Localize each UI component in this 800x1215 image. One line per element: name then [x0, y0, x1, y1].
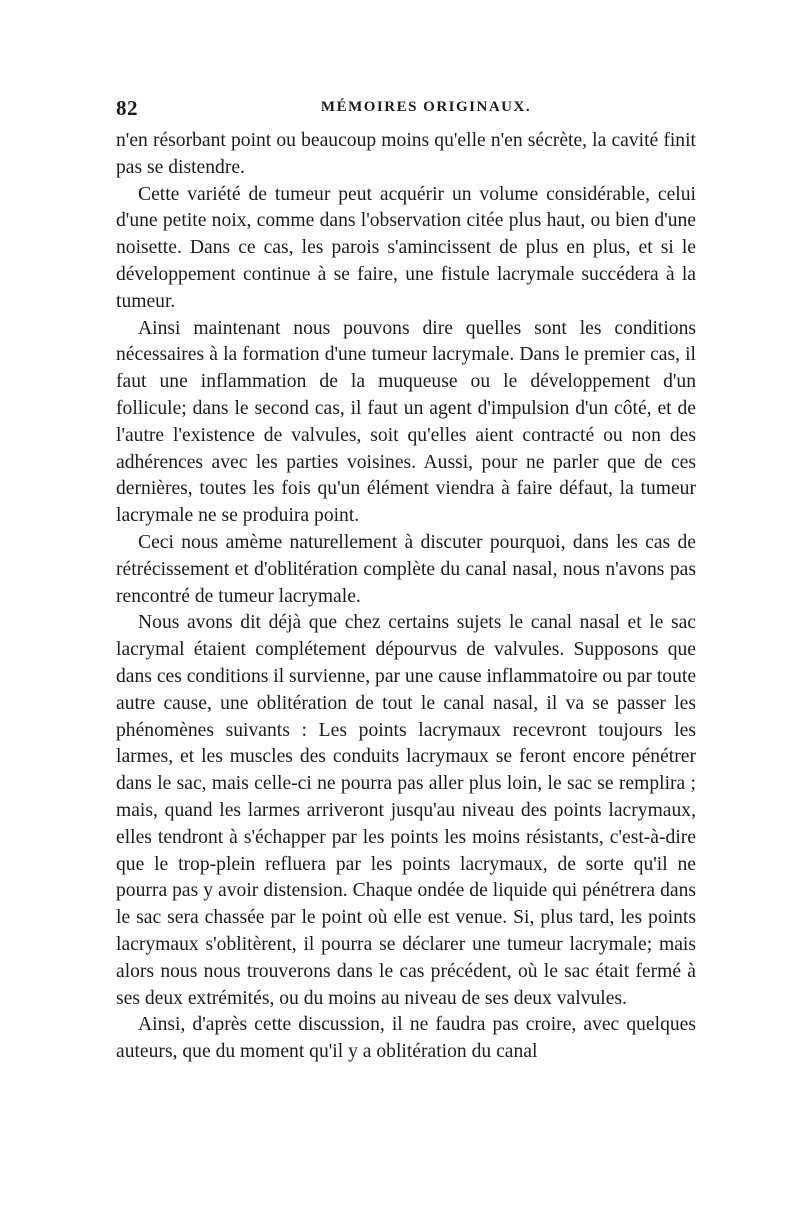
- paragraph: Cette variété de tumeur peut acquérir un volume considérable, celui d'une petite noix, comme dans l'observation citée plus haut, ou bien d'une noisette. Dans ce cas, les parois s'amincissent de plus en plus, et si le développement continue à se faire, une fistule lacrymale succédera à la tumeur.: [116, 183, 696, 312]
- paragraph: Nous avons dit déjà que chez certains sujets le canal nasal et le sac lacrymal étaient complétement dépourvus de valvules. Supposons que dans ces conditions il survienne, par une cause inflammatoire ou par toute autre cause, une oblitération de tout le canal nasal, il va se passer les phénomènes suivants : Les points lacrymaux recevront toujours les larmes, et les muscles des conduits lacrymaux se feront encore pénétrer dans le sac, mais celle-ci ne pourra pas aller plus loin, le sac se remplira ; mais, quand les larmes arriveront jusqu'au niveau des points lacrymaux, elles tendront à s'échapper par les points les moins résistants, c'est-à-dire que le trop-plein refluera par les points lacrymaux, de sorte qu'il ne pourra pas y avoir distension. Chaque ondée de liquide qui pénétrera dans le sac sera chassée par le point où elle est venue. Si, plus tard, les points lacrymaux s'oblitèrent, il pourra se déclarer une tumeur lacrymale; mais alors nous nous trouverons dans le cas précédent, où le sac était fermé à ses deux extrémités, ou du moins au niveau de ses deux valvules.: [116, 612, 697, 1009]
- paragraph: Ainsi, d'après cette discussion, il ne faudra pas croire, avec quelques auteurs, que du moment qu'il y a oblitération du canal: [116, 1014, 696, 1063]
- paragraph: Ainsi maintenant nous pouvons dire quelles sont les conditions nécessaires à la formation d'une tumeur lacrymale. Dans le premier cas, il faut une inflammation de la muqueuse ou le développement d'un follicule; dans le second cas, il faut un agent d'impulsion d'un côté, et de l'autre l'existence de valvules, soit qu'elles aient contracté ou non des adhérences avec les parties voisines. Aussi, pour ne parler que de ces dernières, toutes les fois qu'un élément viendra à faire défaut, la tumeur lacrymale ne se produira point.: [116, 317, 696, 527]
- body-text: [116, 128, 696, 1066]
- paragraph: Ceci nous amème naturellement à discuter pourquoi, dans les cas de rétrécissement et d'oblitération complète du canal nasal, nous n'avons pas rencontré de tumeur lacrymale.: [116, 531, 696, 607]
- page-number: 82: [116, 96, 138, 120]
- paragraph-continuation: n'en résorbant point ou beaucoup moins qu'elle n'en sécrète, la cavité finit pas se distendre.: [116, 130, 696, 178]
- running-title: MÉMOIRES ORIGINAUX.: [320, 99, 532, 115]
- page-header: [116, 96, 696, 120]
